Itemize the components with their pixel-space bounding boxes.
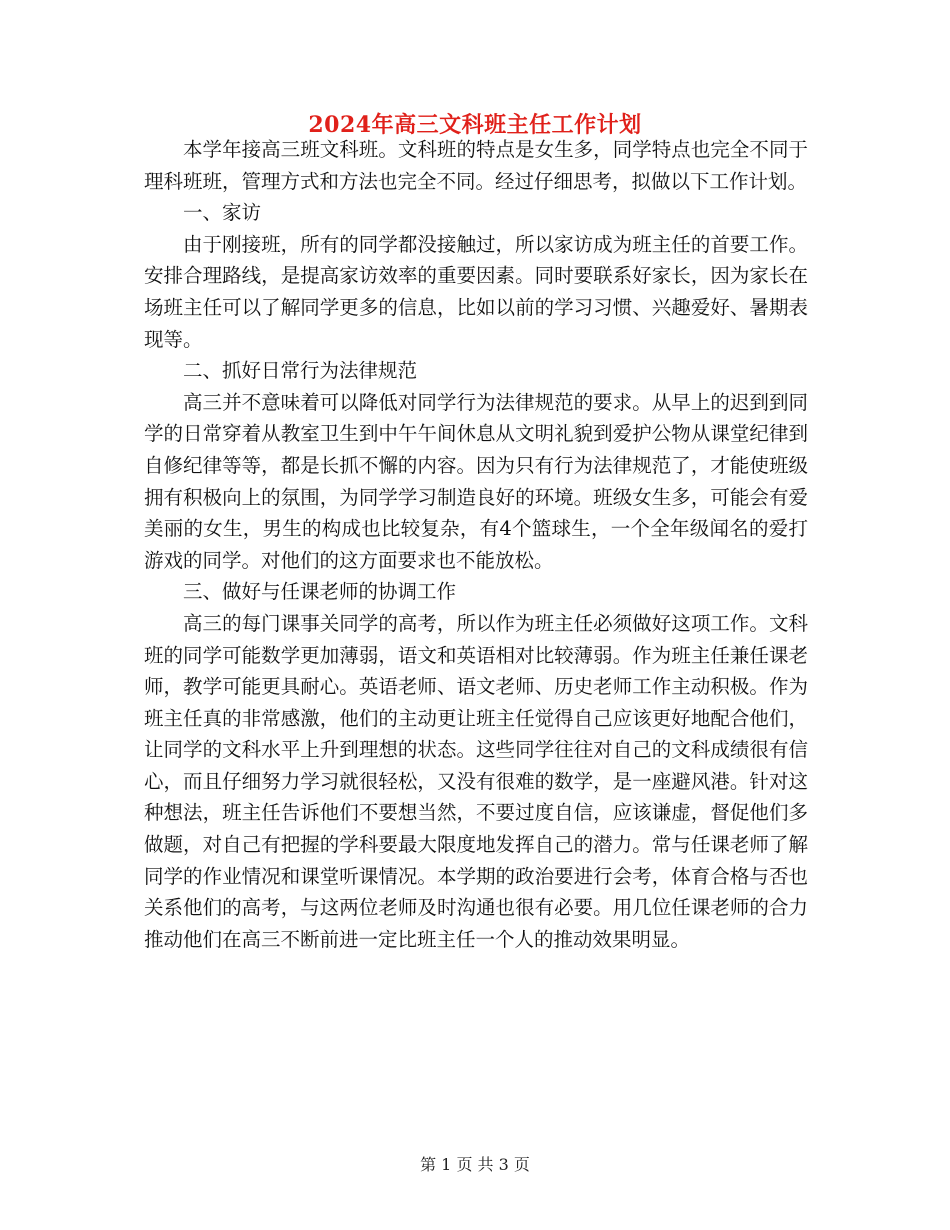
- page-footer: 第 1 页 共 3 页: [420, 1155, 530, 1174]
- document-body: [144, 134, 808, 955]
- paragraph-teacher-coordination: 高三的每门课事关同学的高考，所以作为班主任必须做好这项工作。文科班的同学可能数学更加薄弱，语文和英语相对比较薄弱。作为班主任兼任课老师，教学可能更具耐心。英语老师、语文老师、历史老师工作主动积极。作为班主任真的非常感激，他们的主动更让班主任觉得自己应该更好地配合他们，让同学的文科水平上升到理想的状态。这些同学往往对自己的文科成绩很有信心，而且仔细努力学习就很轻松，又没有很难的数学，是一座避风港。针对这种想法，班主任告诉他们不要想当然，不要过度自信，应该谦虚，督促他们多做题，对自己有把握的学科要最大限度地发挥自己的潜力。常与任课老师了解同学的作业情况和课堂听课情况。本学期的政治要进行会考，体育合格与否也关系他们的高考，与这两位老师及时沟通也很有必要。用几位任课老师的合力推动他们在高三不断前进一定比班主任一个人的推动效果明显。: [144, 611, 808, 951]
- section-heading-home-visit: 一、家访: [183, 201, 262, 225]
- paragraph-home-visit: 由于刚接班，所有的同学都没接触过，所以家访成为班主任的首要工作。安排合理路线，是提高家访效率的重要因素。同时要联系好家长，因为家长在场班主任可以了解同学更多的信息，比如以前的学习习惯、兴趣爱好、暑期表现等。: [144, 232, 808, 351]
- paragraph-daily-conduct: 高三并不意味着可以降低对同学行为法律规范的要求。从早上的迟到到同学的日常穿着从教室卫生到中午午间休息从文明礼貌到爱护公物从课堂纪律到自修纪律等等，都是长抓不懈的内容。因为只有行为法律规范了，才能使班级拥有积极向上的氛围，为同学学习制造良好的环境。班级女生多，可能会有爱美丽的女生，男生的构成也比较复杂，有4个篮球生，一个全年级闻名的爱打游戏的同学。对他们的这方面要求也不能放松。: [144, 390, 808, 572]
- document-title: 2024年高三文科班主任工作计划: [308, 112, 642, 138]
- section-heading-teacher-coordination: 三、做好与任课老师的协调工作: [183, 580, 457, 604]
- paragraph-intro: 本学年接高三班文科班。文科班的特点是女生多，同学特点也完全不同于理科班班，管理方式和方法也完全不同。经过仔细思考，拟做以下工作计划。: [144, 138, 808, 193]
- section-heading-daily-conduct: 二、抓好日常行为法律规范: [183, 359, 418, 383]
